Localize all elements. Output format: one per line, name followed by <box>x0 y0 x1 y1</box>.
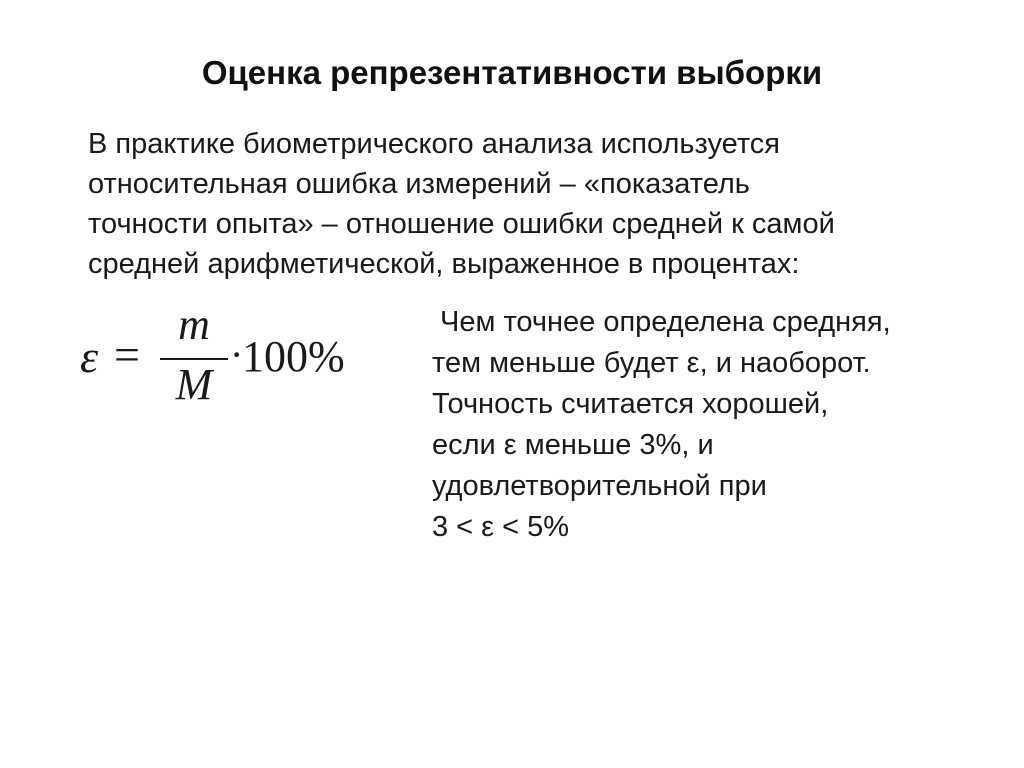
intro-line: точности опыта» – отношение ошибки средней к самой <box>88 208 835 240</box>
formula-denominator: M <box>175 360 213 409</box>
formula-equals-sign: = <box>114 329 140 380</box>
formula-epsilon: ε <box>80 331 99 382</box>
relative-error-formula <box>76 302 376 422</box>
formula-multiply-dot: · <box>230 332 244 377</box>
note-line: удовлетворительной при <box>432 470 767 502</box>
note-line: тем меньше будет ε, и наоборот. <box>432 347 871 379</box>
intro-line: относительная ошибка измерений – «показатель <box>88 168 750 200</box>
accuracy-note <box>432 302 992 548</box>
note-line: если ε меньше 3%, и <box>432 429 714 461</box>
note-line: Точность считается хорошей, <box>432 388 829 420</box>
note-line: Чем точнее определена средняя, <box>440 306 891 338</box>
note-line: 3 < ε < 5% <box>432 511 570 543</box>
formula-percent-multiplier: 100% <box>242 332 345 381</box>
intro-line: средней арифметической, выраженное в процентах: <box>88 248 800 280</box>
intro-line: В практике биометрического анализа используется <box>88 128 780 160</box>
slide-title: Оценка репрезентативности выборки <box>201 54 823 91</box>
intro-paragraph <box>88 124 988 284</box>
formula-numerator: m <box>178 300 210 349</box>
